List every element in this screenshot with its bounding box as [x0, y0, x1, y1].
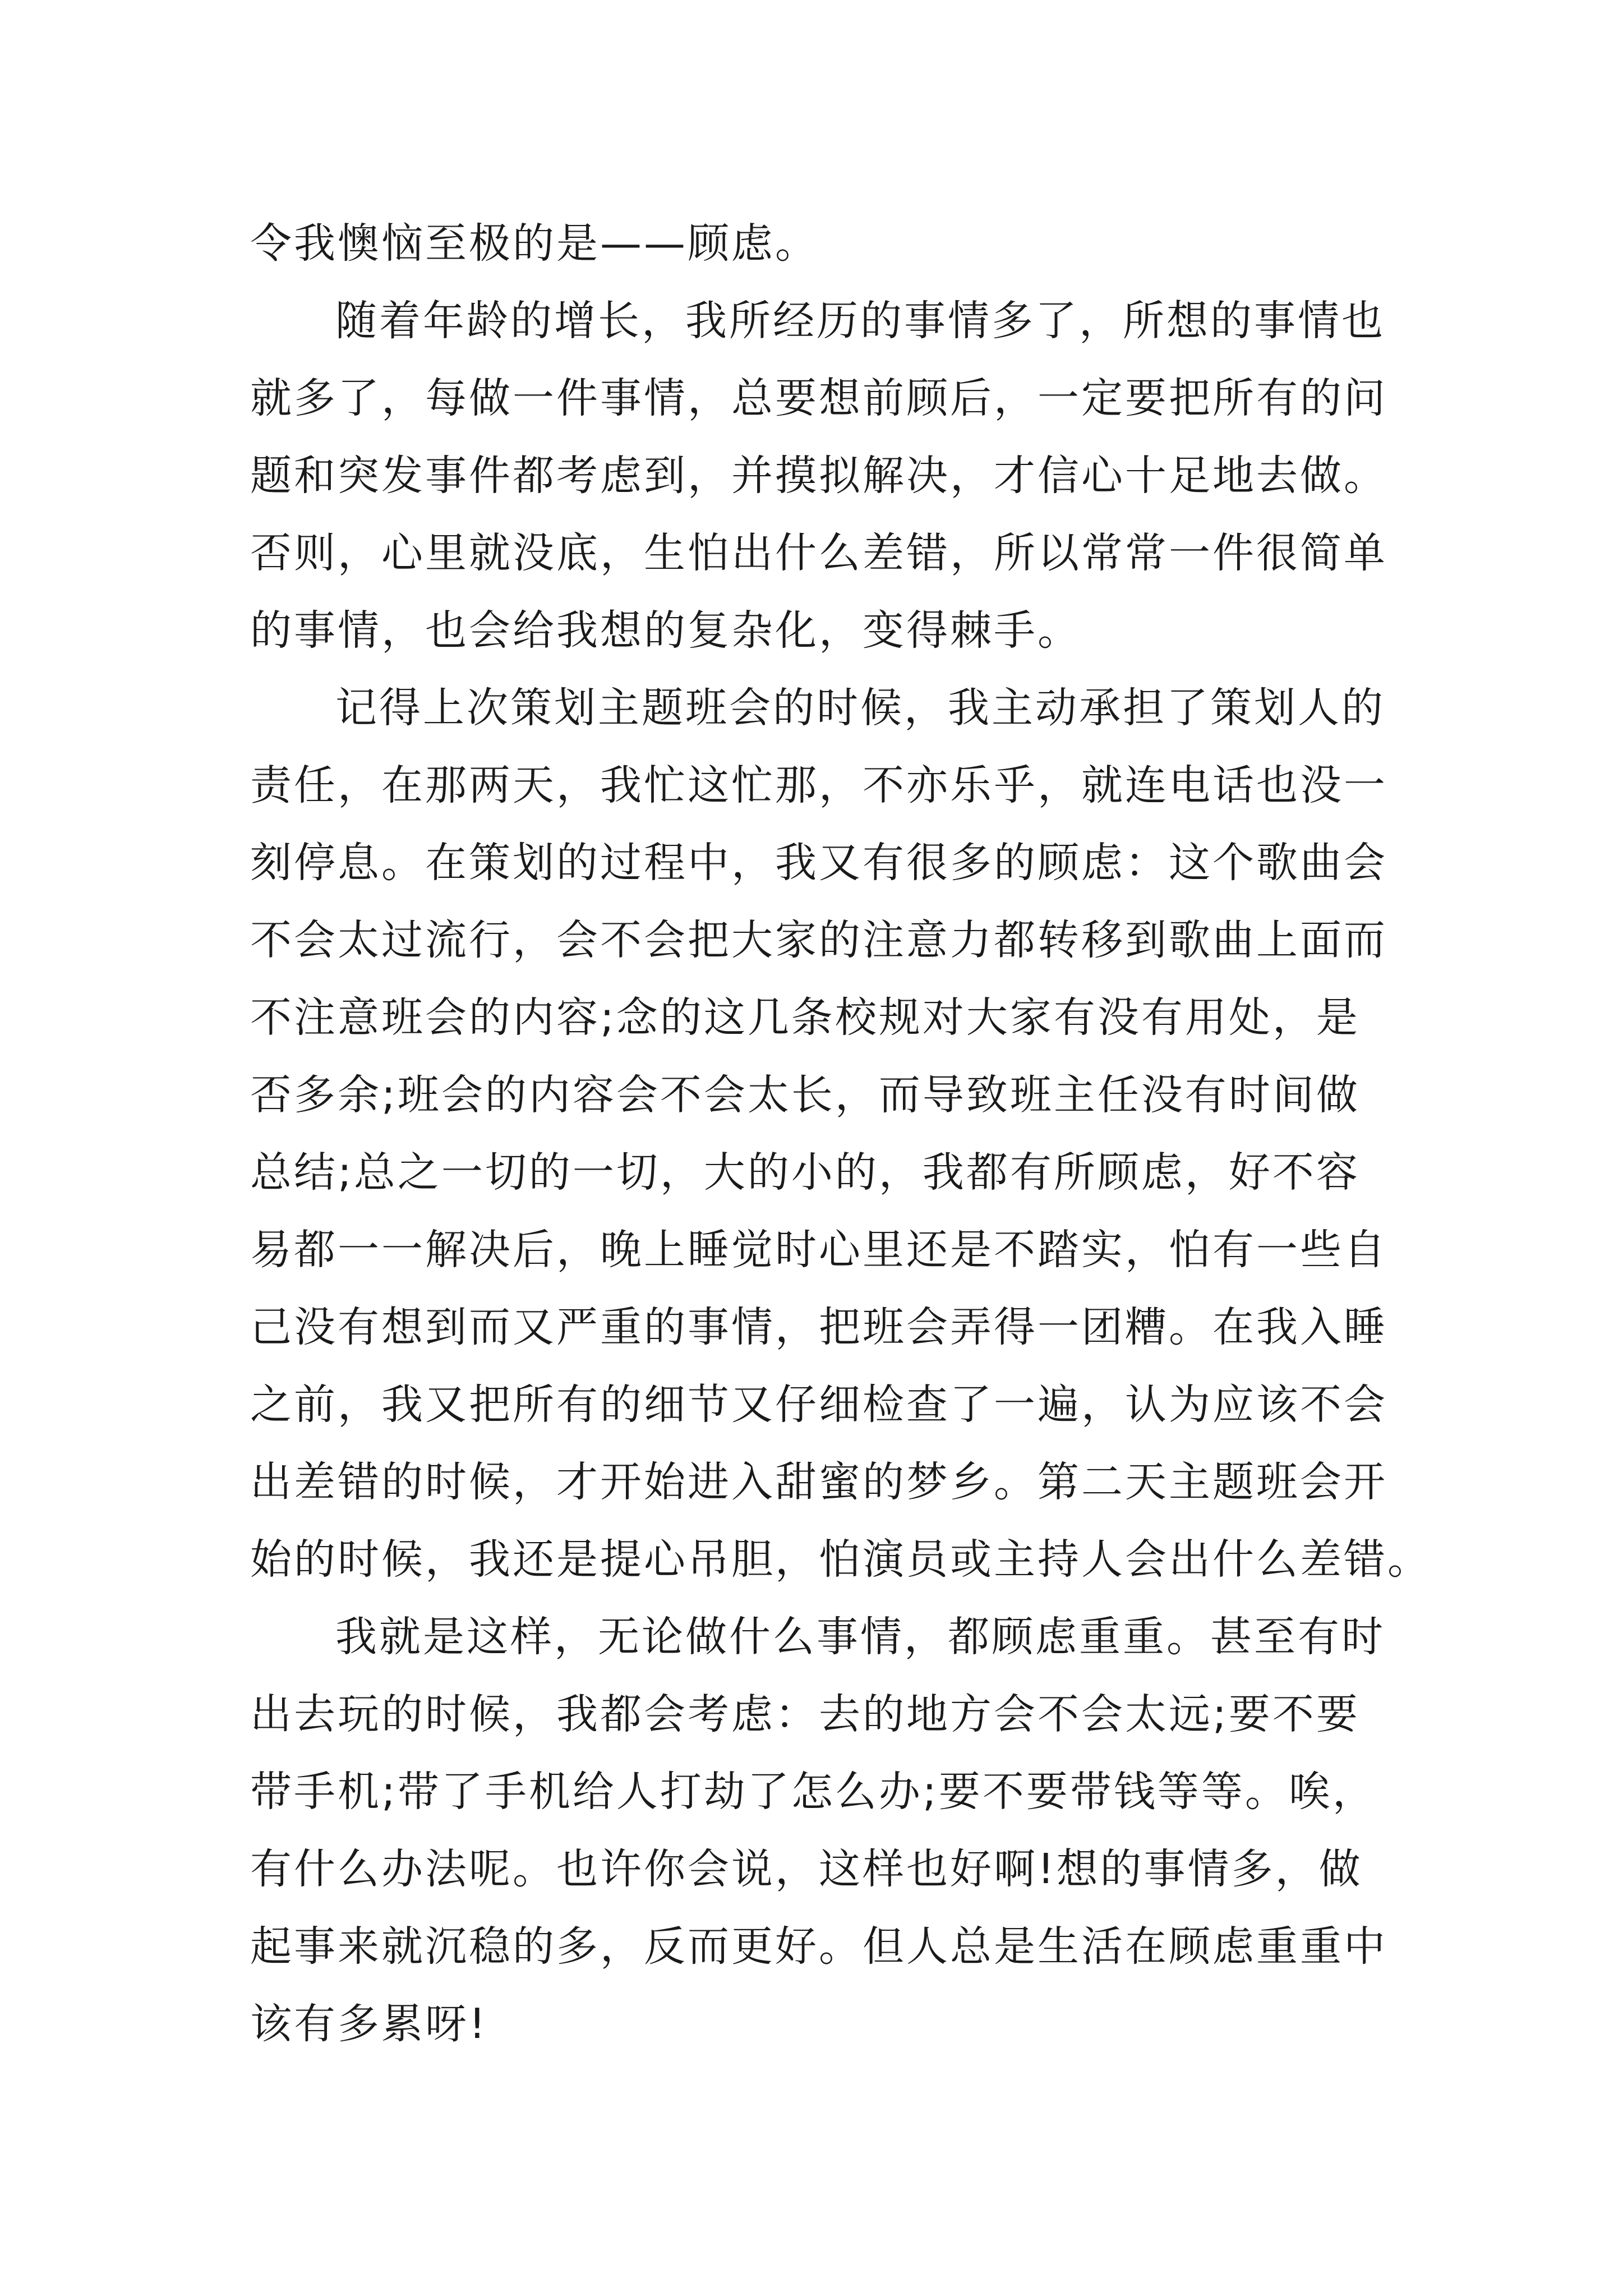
paragraph-first-line: 我就是这样，无论做什么事情，都顾虑重重。甚至有时	[335, 1613, 1385, 1661]
text-line: 带手机;带了手机给人打劫了怎么办;要不要带钱等等。唉，	[250, 1768, 1376, 1816]
paragraph-first-line: 随着年龄的增长，我所经历的事情多了，所想的事情也	[335, 297, 1385, 345]
text-line: 出差错的时候，才开始进入甜蜜的梦乡。第二天主题班会开	[250, 1458, 1387, 1506]
text-line: 不注意班会的内容;念的这几条校规对大家有没有用处，是	[250, 993, 1360, 1042]
text-line: 总结;总之一切的一切，大的小的，我都有所顾虑，好不容	[250, 1148, 1360, 1197]
text-line: 易都一一解决后，晚上睡觉时心里还是不踏实，怕有一些自	[250, 1226, 1387, 1274]
text-line: 有什么办法呢。也许你会说，这样也好啊!想的事情多，做	[250, 1845, 1363, 1893]
text-line: 责任，在那两天，我忙这忙那，不亦乐乎，就连电话也没一	[250, 761, 1387, 809]
text-line: 否则，心里就没底，生怕出什么差错，所以常常一件很简单	[250, 529, 1387, 577]
text-line: 否多余;班会的内容会不会太长，而导致班主任没有时间做	[250, 1071, 1360, 1119]
text-line: 出去玩的时候，我都会考虑：去的地方会不会太远;要不要	[250, 1690, 1360, 1738]
text-line: 始的时候，我还是提心吊胆，怕演员或主持人会出什么差错。	[250, 1535, 1431, 1584]
text-line: 该有多累呀!	[250, 2000, 488, 2048]
text-line: 起事来就沉稳的多，反而更好。但人总是生活在顾虑重重中	[250, 1922, 1387, 1971]
text-line: 己没有想到而又严重的事情，把班会弄得一团糟。在我入睡	[250, 1303, 1387, 1351]
text-line: 不会太过流行，会不会把大家的注意力都转移到歌曲上面而	[250, 916, 1387, 964]
text-line: 令我懊恼至极的是——顾虑。	[250, 219, 819, 268]
text-line: 题和突发事件都考虑到，并摸拟解决，才信心十足地去做。	[250, 452, 1387, 500]
essay-text	[250, 205, 1431, 2063]
text-line: 的事情，也会给我想的复杂化，变得棘手。	[250, 606, 1081, 655]
text-line: 就多了，每做一件事情，总要想前顾后，一定要把所有的问	[250, 374, 1387, 422]
paragraph-first-line: 记得上次策划主题班会的时候，我主动承担了策划人的	[335, 684, 1385, 732]
text-line: 之前，我又把所有的细节又仔细检查了一遍，认为应该不会	[250, 1381, 1387, 1429]
text-line: 刻停息。在策划的过程中，我又有很多的顾虑：这个歌曲会	[250, 839, 1387, 887]
